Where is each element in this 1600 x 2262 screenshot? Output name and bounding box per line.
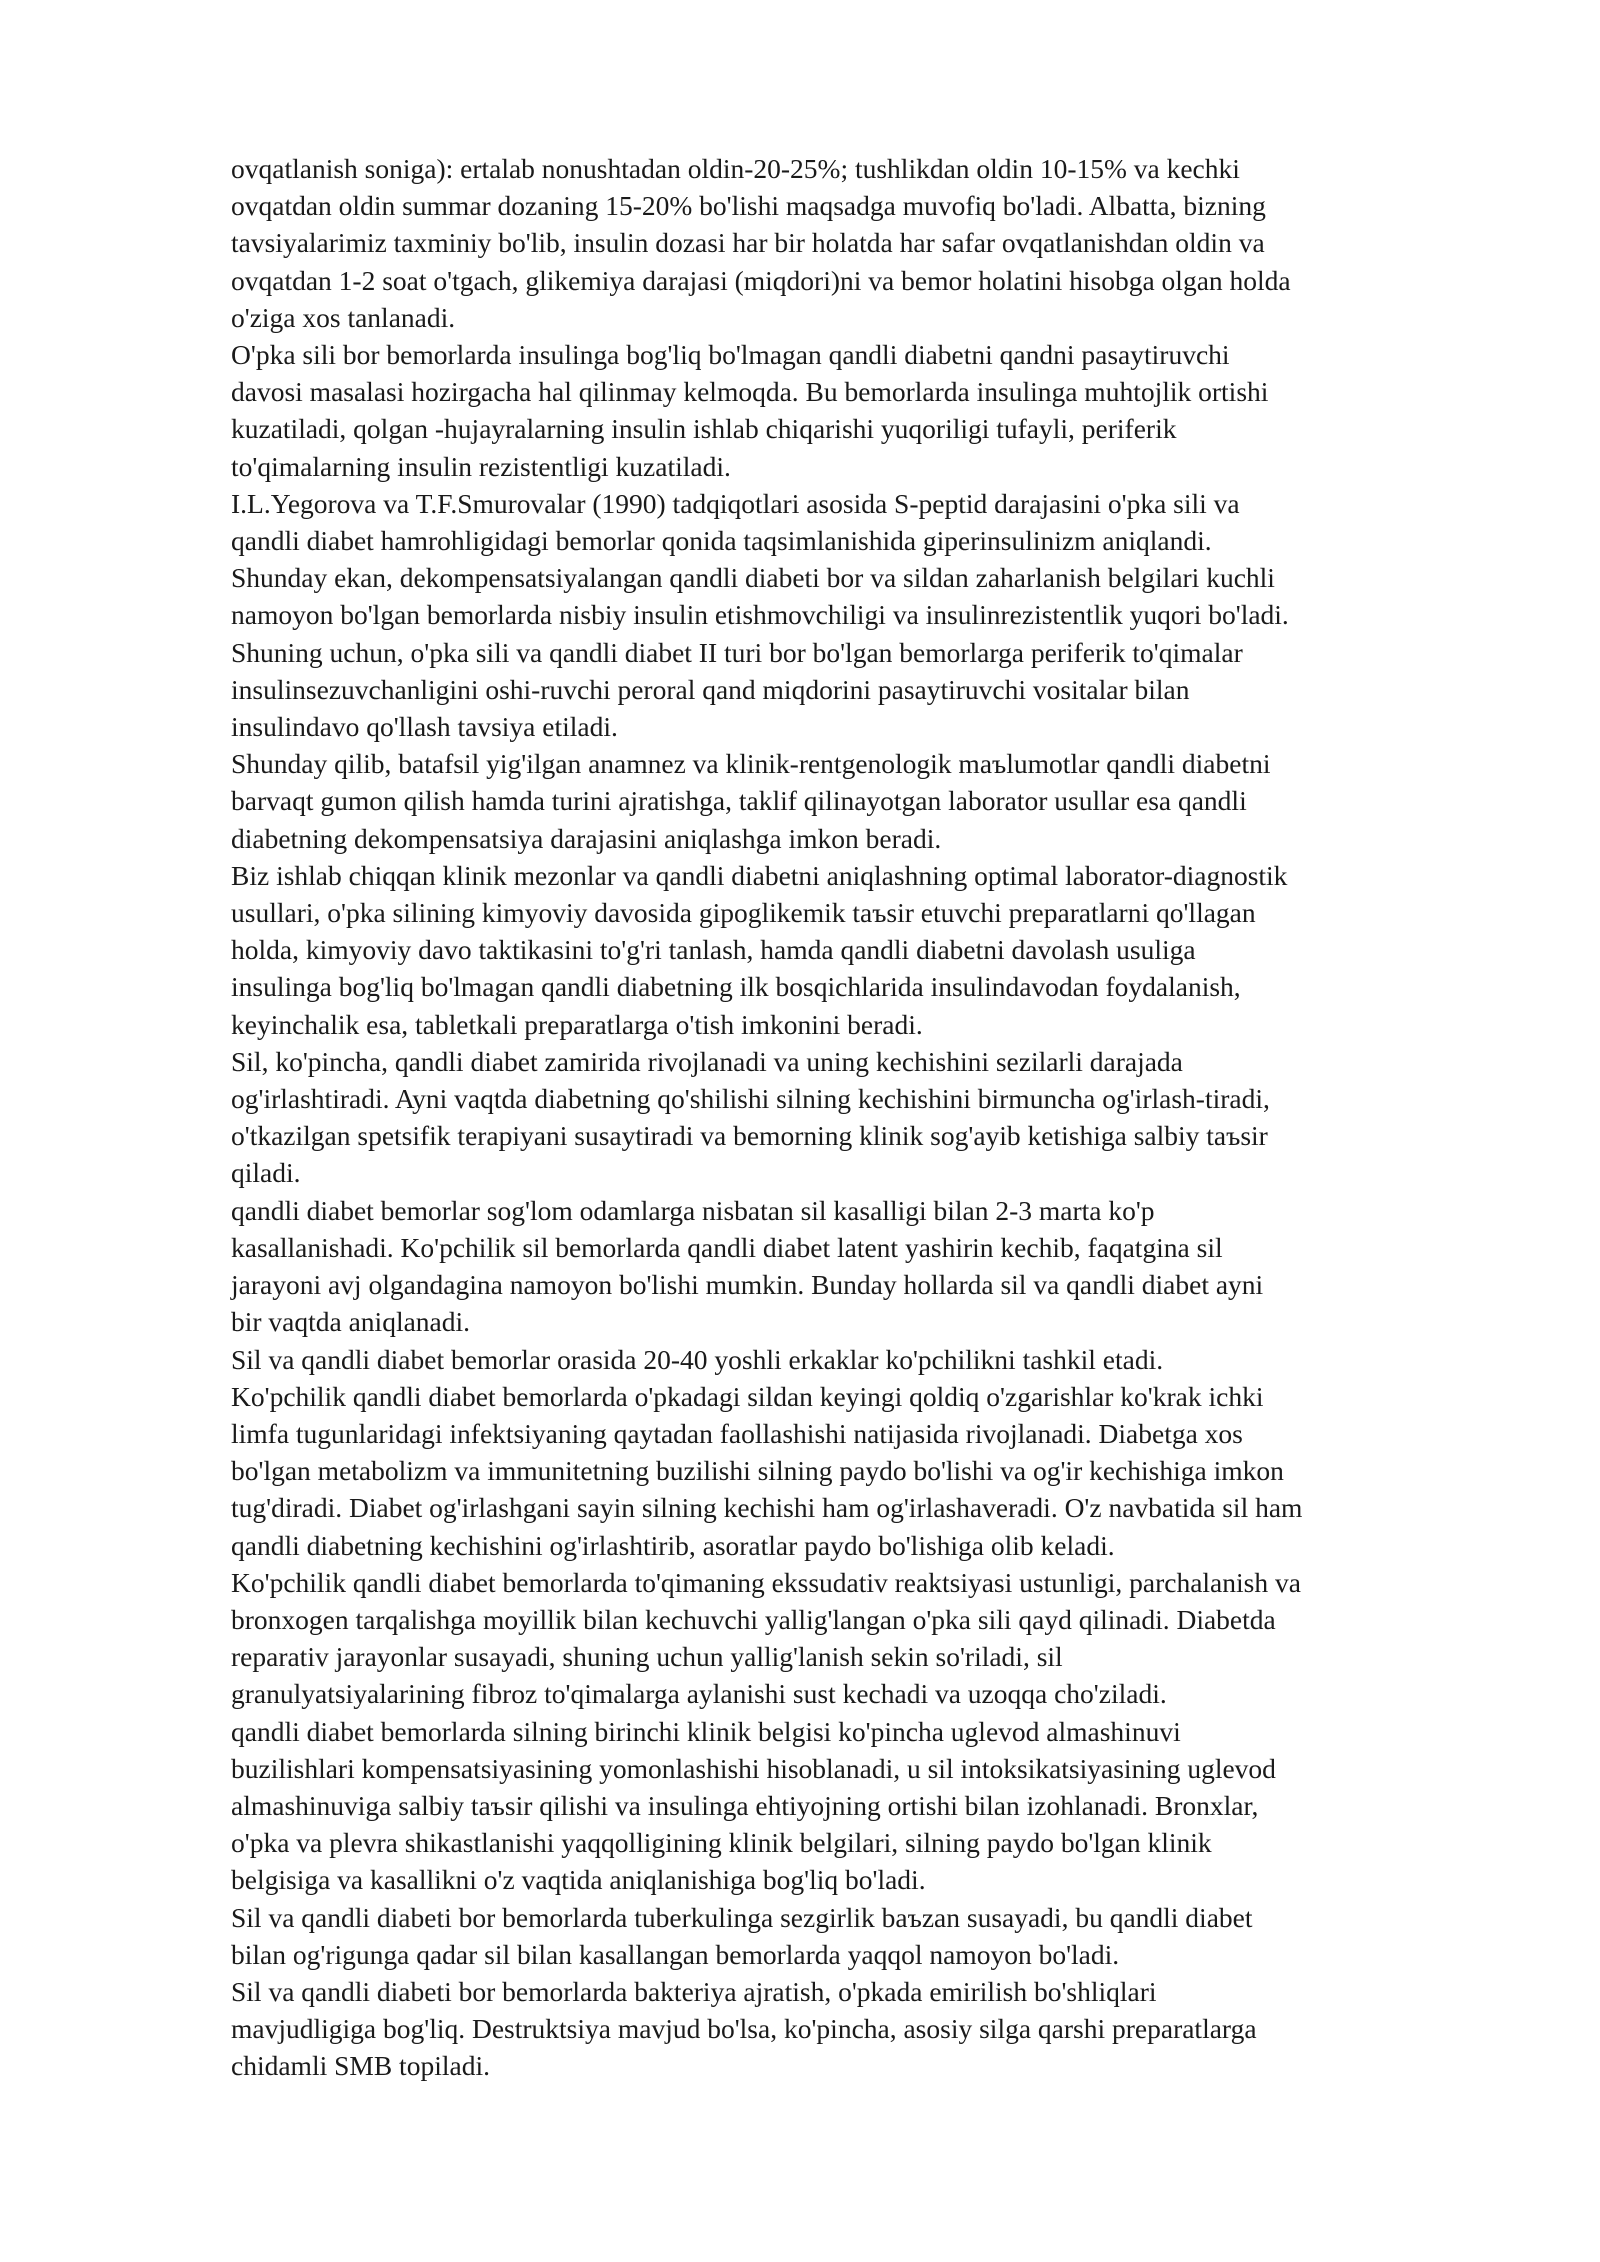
paragraph-age-group: Sil va qandli diabet bemorlar orasida 20-40 yoshli erkaklar ko'pchilikni tashkil etadi. [231,1343,1164,1375]
document-page [231,150,1521,2085]
paragraph-insulin-dosing: ovqatlanish soniga): ertalab nonushtadan oldin-20-25%; tushlikdan oldin 10-15% va kechki ovqatdan oldin summar dozaning 15-20% bo'lishi maqsadga muvofiq bo'ladi. Albatta, bizning tavsiyalarimiz taxminiy bo'lib, insulin dozasi har bir holatda har safar ovqatlanishdan oldin va ovqatdan 1-2 soat o'tgach, glikemiya darajasi (miqdori)ni va bemor holatini hisobga olgan holda o'ziga xos tanlanadi. [231,153,1291,333]
paragraph-residual-changes: Ko'pchilik qandli diabet bemorlarda o'pkadagi sildan keyingi qoldiq o'zgarishlar ko'krak ichki limfa tugunlaridagi infektsiyaning qaytadan faollashishi natijasida rivojlanadi. Diabetga xos bo'lgan metabolizm va immunitetning buzilishi silning paydo bo'lishi va og'ir kechishiga imkon tug'diradi. Diabet og'irlashgani sayin silning kechishi ham og'irlashaveradi. O'z navbatida sil ham qandli diabetning kechishini og'irlashtirib, asoratlar paydo bo'lishiga olib keladi. [231,1380,1303,1561]
paragraph-tb-on-diabetes: Sil, ko'pincha, qandli diabet zamirida rivojlanadi va uning kechishini sezilarli darajada og'irlashtiradi. Ayni vaqtda diabetning qo'shilishi silning kechishini birmuncha og'irlash-tiradi, o'tkazilgan spetsifik terapiyani susaytiradi va bemorning klinik sog'ayib ketishiga salbiy taъsir qiladi. [231,1045,1270,1189]
paragraph-yegorova-study: I.L.Yegorova va T.F.Smurovalar (1990) tadqiqotlari asosida S-peptid darajasini o'pka sili va qandli diabet hamrohligidagi bemorlar qonida taqsimlanishida giperinsulinizm aniqlandi. Shunday ekan, dekompensatsiyalangan qandli diabeti bor va sildan zaharlanish belgilari kuchli namoyon bo'lgan bemorlarda nisbiy insulin etishmovchiligi va insulinrezistentlik yuqori bo'ladi. Shuning uchun, o'pka sili va qandli diabet II turi bor bo'lgan bemorlarga periferik to'qimalar insulinsezuvchanligini oshi-ruvchi peroral qand miqdorini pasaytiruvchi vositalar bilan insulindavo qo'llash tavsiya etiladi. [231,487,1289,743]
paragraph-bacteria-excretion: Sil va qandli diabeti bor bemorlarda bakteriya ajratish, o'pkada emirilish bo'shliqlari mavjudligiga bog'liq. Destruktsiya mavjud bo'lsa, ko'pincha, asosiy silga qarshi preparatlarga chidamli SMB topiladi. [231,1975,1257,2082]
paragraph-incidence: qandli diabet bemorlar sog'lom odamlarga nisbatan sil kasalligi bilan 2-3 marta ko'p kasallanishadi. Ko'pchilik sil bemorlarda qandli diabet latent yashirin kechib, faqatgina sil jarayoni avj olgandagina namoyon bo'lishi mumkin. Bunday hollarda sil va qandli diabet ayni bir vaqtda aniqlanadi. [231,1194,1264,1338]
paragraph-clinical-criteria: Biz ishlab chiqqan klinik mezonlar va qandli diabetni aniqlashning optimal laborator-diagnostik usullari, o'pka silining kimyoviy davosida gipoglikemik taъsir etuvchi preparatlarni qo'llagan holda, kimyoviy davo taktikasini to'g'ri tanlash, hamda qandli diabetni davolash usuliga insulinga bog'liq bo'lmagan qandli diabetning ilk bosqichlarida insulindavodan foydalanish, keyinchalik esa, tabletkali preparatlarga o'tish imkonini beradi. [231,859,1288,1040]
paragraph-anamnesis-summary: Shunday qilib, batafsil yig'ilgan anamnez va klinik-rentgenologik maъlumotlar qandli diabetni barvaqt gumon qilish hamda turini ajratishga, taklif qilinayotgan laborator usullar esa qandli diabetning dekompensatsiya darajasini aniqlashga imkon beradi. [231,748,1271,854]
paragraph-exudative-reaction: Ko'pchilik qandli diabet bemorlarda to'qimaning ekssudativ reaktsiyasi ustunligi, parchalanish va bronxogen tarqalishga moyillik bilan kechuvchi yallig'langan o'pka sili qayd qilinadi. Diabetda reparativ jarayonlar susayadi, shuning uchun yallig'lanish sekin so'riladi, sil granulyatsiyalarining fibroz to'qimalarga aylanishi sust kechadi va uzoqqa cho'ziladi. [231,1566,1301,1710]
paragraph-first-clinical-sign: qandli diabet bemorlarda silning birinchi klinik belgisi ko'pincha uglevod almashinuvi buzilishlari kompensatsiyasining yomonlashishi hisoblanadi, u sil intoksikatsiyasining uglevod almashinuviga salbiy taъsir qilishi va insulinga ehtiyojning ortishi bilan izohlanadi. Bronxlar, o'pka va plevra shikastlanishi yaqqolligining klinik belgilari, silning paydo bo'lgan klinik belgisiga va kasallikni o'z vaqtida aniqlanishiga bog'liq bo'ladi. [231,1715,1276,1896]
paragraph-tuberculin-sensitivity: Sil va qandli diabeti bor bemorlarda tuberkulinga sezgirlik baъzan susayadi, bu qandli diabet bilan og'rigunga qadar sil bilan kasallangan bemorlarda yaqqol namoyon bo'ladi. [231,1901,1253,1970]
paragraph-insulin-independent-diabetes: O'pka sili bor bemorlarda insulinga bog'liq bo'lmagan qandli diabetni qandni pasaytiruvchi davosi masalasi hozirgacha hal qilinmay kelmoqda. Bu bemorlarda insulinga muhtojlik ortishi kuzatiladi, qolgan -hujayralarning insulin ishlab chiqarishi yuqoriligi tufayli, periferik to'qimalarning insulin rezistentligi kuzatiladi. [231,339,1269,482]
